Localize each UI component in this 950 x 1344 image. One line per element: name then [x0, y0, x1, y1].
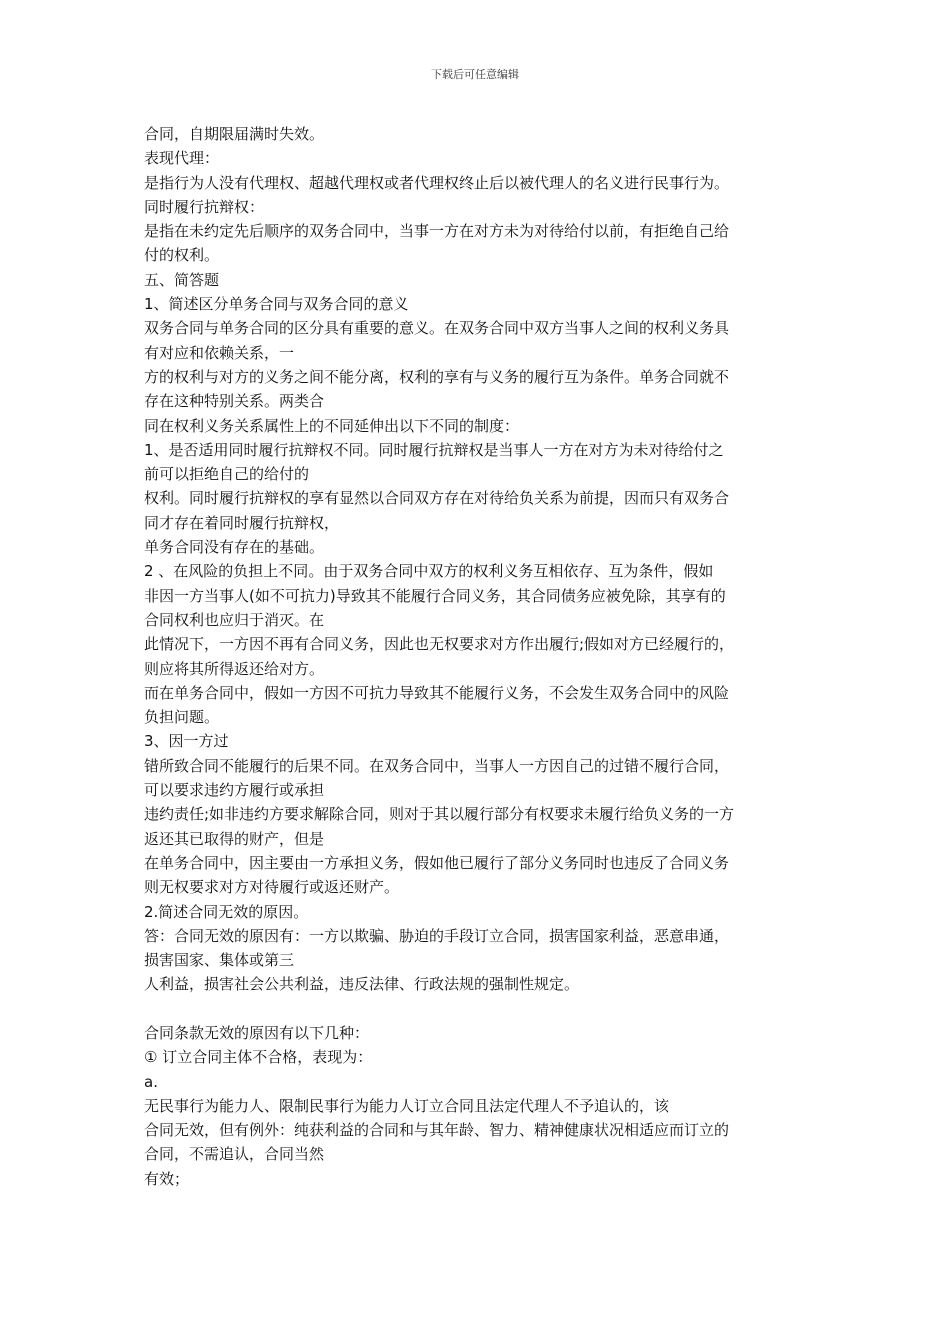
text-line: 返还其已取得的财产，但是 [144, 829, 325, 848]
text-line: 是指行为人没有代理权、超越代理权或者代理权终止后以被代理人的名义进行民事行为。 [144, 173, 730, 192]
text-line: 同在权利义务关系属性上的不同延伸出以下不同的制度： [144, 416, 520, 435]
text-line: 有对应和依赖关系，一 [144, 343, 295, 362]
text-line: 3、因一方过 [144, 732, 229, 751]
text-line: 单务合同没有存在的基础。 [144, 538, 325, 557]
text-line: 存在这种特别关系。两类合 [144, 392, 325, 411]
text-line: 权利。同时履行抗辩权的享有显然以合同双方存在对待给负关系为前提，因而只有双务合 [144, 489, 730, 508]
text-line: 合同权利也应归于消灭。在 [144, 610, 325, 629]
text-line: 同才存在着同时履行抗辩权， [144, 513, 340, 532]
text-line: 此情况下，一方因不再有合同义务，因此也无权要求对方作出履行;假如对方已经履行的， [144, 635, 735, 654]
text-line: 违约责任;如非违约方要求解除合同，则对于其以履行部分有权要求未履行给负义务的一方 [144, 805, 735, 824]
text-line: 可以要求违约方履行或承担 [144, 781, 325, 800]
text-line: 合同，自期限届满时失效。 [144, 125, 325, 143]
text-line: 方的权利与对方的义务之间不能分离，权利的享有与义务的履行互为条件。单务合同就不 [144, 367, 730, 386]
text-line: 非因一方当事人(如不可抗力)导致其不能履行合同义务，其合同债务应被免除，其享有的 [144, 586, 726, 605]
text-line: 合同无效，但有例外：纯获利益的合同和与其年龄、智力、精神健康状况相适应而订立的 [144, 1121, 730, 1140]
text-line: 1、简述区分单务合同与双务合同的意义 [144, 295, 409, 314]
text-line: 答：合同无效的原因有：一方以欺骗、胁迫的手段订立合同，损害国家利益，恶意串通， [144, 926, 730, 945]
document-body [144, 122, 812, 1191]
text-line: 1、是否适用同时履行抗辩权不同。同时履行抗辩权是当事人一方在对方为未对待给付之 [144, 440, 724, 459]
text-line: 双务合同与单务合同的区分具有重要的意义。在双务合同中双方当事人之间的权利义务具 [144, 319, 730, 338]
text-line: 表现代理： [144, 149, 220, 168]
page-header-note: 下载后可任意编辑 [431, 68, 519, 81]
text-line: ① 订立合同主体不合格，表现为： [144, 1048, 373, 1067]
text-line: 2.简述合同无效的原因。 [144, 902, 309, 921]
text-line: 则应将其所得返还给对方。 [144, 659, 325, 678]
text-line: 有效； [144, 1169, 190, 1188]
text-line: 合同，不需追认，合同当然 [144, 1145, 325, 1164]
text-line: a. [144, 1072, 158, 1091]
text-line: 错所致合同不能履行的后果不同。在双务合同中，当事人一方因自己的过错不履行合同， [144, 756, 730, 775]
text-line: 在单务合同中，因主要由一方承担义务，假如他已履行了部分义务同时也违反了合同义务 [144, 853, 730, 872]
text-line: 2 、在风险的负担上不同。由于双务合同中双方的权利义务互相依存、互为条件，假如 [144, 562, 714, 581]
text-line: 而在单务合同中，假如一方因不可抗力导致其不能履行义务，不会发生双务合同中的风险 [144, 683, 730, 702]
text-line: 人利益，损害社会公共利益，违反法律、行政法规的强制性规定。 [144, 975, 580, 994]
text-line: 无民事行为能力人、限制民事行为能力人订立合同且法定代理人不予追认的，该 [144, 1096, 670, 1115]
text-line: 则无权要求对方对待履行或返还财产。 [144, 878, 400, 897]
text-line: 前可以拒绝自己的给付的 [144, 465, 310, 484]
text-line: 合同条款无效的原因有以下几种： [144, 1023, 370, 1042]
text-line: 付的权利。 [144, 246, 220, 265]
blank-line [144, 997, 812, 1021]
text-line: 是指在未约定先后顺序的双务合同中，当事一方在对方未为对待给付以前，有拒绝自己给 [144, 222, 730, 241]
text-line: 负担问题。 [144, 708, 220, 727]
text-line: 五、简答题 [144, 270, 220, 289]
text-line: 损害国家、集体或第三 [144, 951, 295, 970]
text-line: 同时履行抗辩权： [144, 197, 265, 216]
